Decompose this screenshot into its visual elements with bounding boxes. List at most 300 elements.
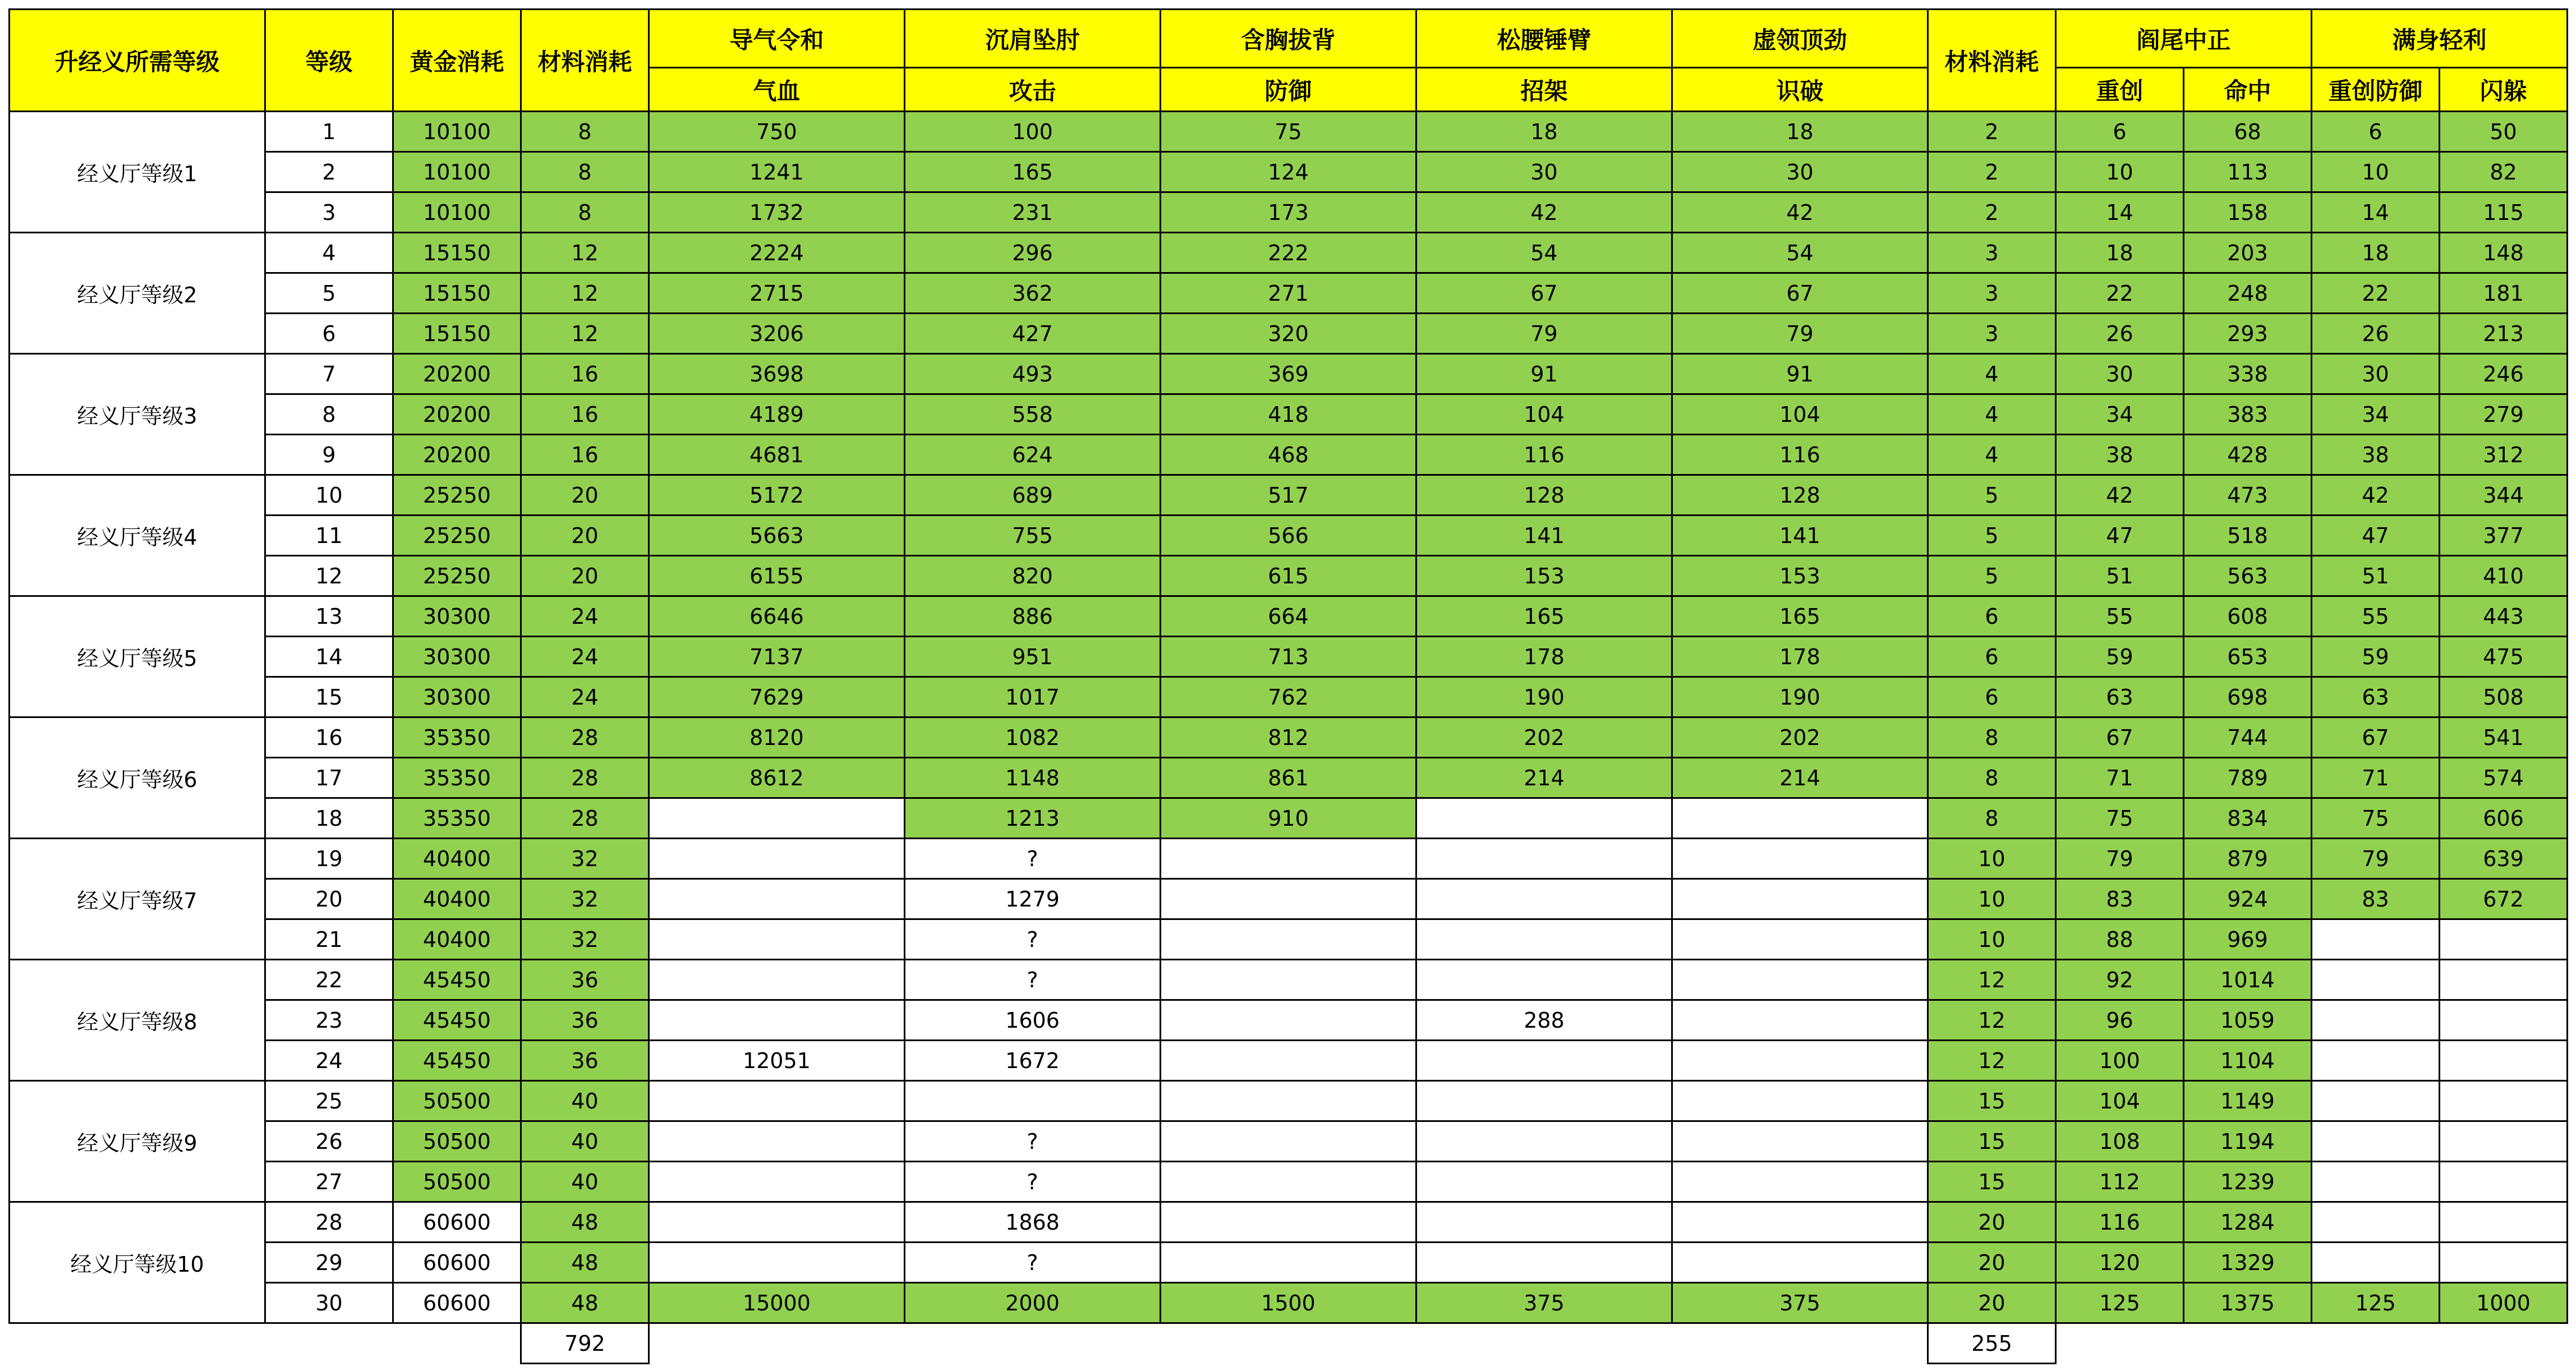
- dodge-cell: 50: [2440, 112, 2568, 152]
- attack-cell: [905, 1081, 1161, 1121]
- hp-cell: [649, 919, 905, 960]
- attack-cell: 624: [905, 435, 1161, 475]
- defense-cell: 861: [1161, 758, 1416, 798]
- empty-cell: [393, 1323, 521, 1364]
- gold-cost-cell: 40400: [393, 919, 521, 960]
- break-cell: 128: [1672, 475, 1928, 516]
- attack-cell: 427: [905, 314, 1161, 354]
- material-cost-cell: 24: [521, 637, 649, 677]
- hall-level-group: 经义厅等级10: [10, 1202, 265, 1323]
- empty-cell: [2440, 1323, 2568, 1364]
- header-stat-crit-def: 重创防御: [2312, 68, 2440, 112]
- defense-cell: 664: [1161, 596, 1416, 637]
- header-stat-def: 防御: [1161, 68, 1416, 112]
- level-cell: 6: [265, 314, 393, 354]
- empty-cell: [905, 1323, 1161, 1364]
- break-cell: 54: [1672, 233, 1928, 273]
- hp-cell: 6155: [649, 556, 905, 596]
- level-cell: 3: [265, 192, 393, 233]
- gold-cost-cell: 60600: [393, 1202, 521, 1243]
- gold-cost-cell: 45450: [393, 1000, 521, 1041]
- dodge-cell: [2440, 1041, 2568, 1081]
- gold-cost-cell: 45450: [393, 1041, 521, 1081]
- header-stat-dodge: 闪躲: [2440, 68, 2568, 112]
- material-cost-cell: 40: [521, 1162, 649, 1202]
- table-row: [10, 233, 2568, 273]
- level-cell: 26: [265, 1121, 393, 1162]
- hp-cell: [649, 1243, 905, 1283]
- hp-cell: 3206: [649, 314, 905, 354]
- parry-cell: 375: [1416, 1283, 1672, 1323]
- hall-level-group: 经义厅等级3: [10, 354, 265, 475]
- gold-cost-cell: 10100: [393, 192, 521, 233]
- level-cell: 13: [265, 596, 393, 637]
- hit-cell: 158: [2184, 192, 2312, 233]
- crit-cell: 104: [2056, 1081, 2184, 1121]
- table-row: [10, 879, 2568, 919]
- hit-cell: 428: [2184, 435, 2312, 475]
- break-cell: 30: [1672, 152, 1928, 192]
- material-cost-2-cell: 4: [1928, 394, 2056, 435]
- break-cell: [1672, 960, 1928, 1000]
- crit-cell: 125: [2056, 1283, 2184, 1323]
- table-row: [10, 475, 2568, 516]
- hp-cell: 2224: [649, 233, 905, 273]
- defense-cell: [1161, 1202, 1416, 1243]
- level-cell: 12: [265, 556, 393, 596]
- table-row: [10, 192, 2568, 233]
- parry-cell: 42: [1416, 192, 1672, 233]
- material-cost-2-cell: 8: [1928, 717, 2056, 758]
- gold-cost-cell: 40400: [393, 879, 521, 919]
- break-cell: 202: [1672, 717, 1928, 758]
- dodge-cell: 574: [2440, 758, 2568, 798]
- parry-cell: [1416, 1121, 1672, 1162]
- empty-cell: [649, 1323, 905, 1364]
- gold-cost-cell: 45450: [393, 960, 521, 1000]
- material-cost-2-cell: 10: [1928, 839, 2056, 879]
- header-stat-hit: 命中: [2184, 68, 2312, 112]
- defense-cell: 271: [1161, 273, 1416, 314]
- dodge-cell: [2440, 1162, 2568, 1202]
- material-cost-cell: 16: [521, 435, 649, 475]
- material-cost-2-cell: 15: [1928, 1081, 2056, 1121]
- hp-cell: [649, 1202, 905, 1243]
- level-cell: 1: [265, 112, 393, 152]
- material-cost-2-cell: 2: [1928, 192, 2056, 233]
- level-cell: 23: [265, 1000, 393, 1041]
- dodge-cell: 115: [2440, 192, 2568, 233]
- hit-cell: 698: [2184, 677, 2312, 717]
- crit-cell: 100: [2056, 1041, 2184, 1081]
- gold-cost-cell: 60600: [393, 1243, 521, 1283]
- defense-cell: 173: [1161, 192, 1416, 233]
- parry-cell: [1416, 1243, 1672, 1283]
- material-cost-cell: 20: [521, 556, 649, 596]
- parry-cell: 54: [1416, 233, 1672, 273]
- attack-cell: ?: [905, 960, 1161, 1000]
- table-row: [10, 1283, 2568, 1323]
- level-cell: 21: [265, 919, 393, 960]
- table-row: [10, 112, 2568, 152]
- material-cost-2-cell: 3: [1928, 273, 2056, 314]
- hit-cell: 1284: [2184, 1202, 2312, 1243]
- dodge-cell: 181: [2440, 273, 2568, 314]
- attack-cell: ?: [905, 1121, 1161, 1162]
- level-cell: 20: [265, 879, 393, 919]
- header-stat-parry: 招架: [1416, 68, 1672, 112]
- material-cost-2-cell: 3: [1928, 314, 2056, 354]
- header-material-cost: 材料消耗: [521, 10, 649, 112]
- material-cost-2-cell: 6: [1928, 637, 2056, 677]
- hit-cell: 1329: [2184, 1243, 2312, 1283]
- dodge-cell: 639: [2440, 839, 2568, 879]
- dodge-cell: 377: [2440, 516, 2568, 556]
- table-row: [10, 839, 2568, 879]
- material-cost-2-cell: 4: [1928, 354, 2056, 394]
- parry-cell: [1416, 1041, 1672, 1081]
- parry-cell: 288: [1416, 1000, 1672, 1041]
- gold-cost-cell: 25250: [393, 475, 521, 516]
- hit-cell: 1239: [2184, 1162, 2312, 1202]
- hit-cell: 744: [2184, 717, 2312, 758]
- material-cost-2-cell: 2: [1928, 152, 2056, 192]
- empty-cell: [2312, 1323, 2440, 1364]
- defense-cell: [1161, 1162, 1416, 1202]
- defense-cell: 320: [1161, 314, 1416, 354]
- crit-def-cell: 18: [2312, 233, 2440, 273]
- crit-cell: 71: [2056, 758, 2184, 798]
- empty-cell: [1161, 1323, 1416, 1364]
- material-cost-2-cell: 3: [1928, 233, 2056, 273]
- hit-cell: 113: [2184, 152, 2312, 192]
- empty-cell: [2184, 1323, 2312, 1364]
- table-row: [10, 637, 2568, 677]
- attack-cell: 1672: [905, 1041, 1161, 1081]
- break-cell: [1672, 1162, 1928, 1202]
- dodge-cell: 246: [2440, 354, 2568, 394]
- dodge-cell: [2440, 1000, 2568, 1041]
- defense-cell: [1161, 879, 1416, 919]
- material-total-cell: 792: [521, 1323, 649, 1364]
- hall-level-group: 经义厅等级5: [10, 596, 265, 717]
- defense-cell: [1161, 839, 1416, 879]
- material-cost-cell: 32: [521, 839, 649, 879]
- crit-def-cell: 55: [2312, 596, 2440, 637]
- material-cost-cell: 28: [521, 758, 649, 798]
- break-cell: 104: [1672, 394, 1928, 435]
- crit-cell: 30: [2056, 354, 2184, 394]
- gold-cost-cell: 25250: [393, 516, 521, 556]
- crit-cell: 22: [2056, 273, 2184, 314]
- hit-cell: 834: [2184, 798, 2312, 839]
- hit-cell: 1014: [2184, 960, 2312, 1000]
- hp-cell: 5172: [649, 475, 905, 516]
- hp-cell: 750: [649, 112, 905, 152]
- material-cost-cell: 20: [521, 516, 649, 556]
- dodge-cell: 672: [2440, 879, 2568, 919]
- material-cost-cell: 8: [521, 112, 649, 152]
- attack-cell: 886: [905, 596, 1161, 637]
- crit-def-cell: 26: [2312, 314, 2440, 354]
- table-row: [10, 1202, 2568, 1243]
- dodge-cell: 82: [2440, 152, 2568, 192]
- hp-cell: 5663: [649, 516, 905, 556]
- hp-cell: 4189: [649, 394, 905, 435]
- dodge-cell: 312: [2440, 435, 2568, 475]
- crit-def-cell: 22: [2312, 273, 2440, 314]
- parry-cell: [1416, 1202, 1672, 1243]
- hp-cell: 2715: [649, 273, 905, 314]
- material-cost-cell: 12: [521, 273, 649, 314]
- level-cell: 15: [265, 677, 393, 717]
- crit-def-cell: 75: [2312, 798, 2440, 839]
- material-cost-cell: 36: [521, 1041, 649, 1081]
- material-cost-2-cell: 10: [1928, 919, 2056, 960]
- hp-cell: [649, 879, 905, 919]
- crit-cell: 6: [2056, 112, 2184, 152]
- dodge-cell: 475: [2440, 637, 2568, 677]
- break-cell: 165: [1672, 596, 1928, 637]
- gold-cost-cell: 10100: [393, 152, 521, 192]
- crit-def-cell: [2312, 960, 2440, 1000]
- dodge-cell: 606: [2440, 798, 2568, 839]
- crit-def-cell: [2312, 1243, 2440, 1283]
- crit-def-cell: 34: [2312, 394, 2440, 435]
- break-cell: [1672, 1081, 1928, 1121]
- attack-cell: 1082: [905, 717, 1161, 758]
- dodge-cell: [2440, 1202, 2568, 1243]
- level-cell: 28: [265, 1202, 393, 1243]
- attack-cell: 820: [905, 556, 1161, 596]
- attack-cell: 231: [905, 192, 1161, 233]
- defense-cell: 418: [1161, 394, 1416, 435]
- hp-cell: [649, 960, 905, 1000]
- level-cell: 7: [265, 354, 393, 394]
- break-cell: [1672, 1000, 1928, 1041]
- crit-cell: 51: [2056, 556, 2184, 596]
- parry-cell: [1416, 839, 1672, 879]
- material-total-2-cell: 255: [1928, 1323, 2056, 1364]
- header-skill-daoqi: 导气令和: [649, 10, 905, 68]
- crit-def-cell: 83: [2312, 879, 2440, 919]
- table-row: [10, 435, 2568, 475]
- table-row: [10, 394, 2568, 435]
- parry-cell: 190: [1416, 677, 1672, 717]
- hall-level-group: 经义厅等级2: [10, 233, 265, 354]
- crit-cell: 59: [2056, 637, 2184, 677]
- hall-level-group: 经义厅等级6: [10, 717, 265, 839]
- header-skill-hanxiong: 含胸拔背: [1161, 10, 1416, 68]
- material-cost-2-cell: 5: [1928, 516, 2056, 556]
- crit-def-cell: 63: [2312, 677, 2440, 717]
- material-cost-cell: 48: [521, 1202, 649, 1243]
- crit-def-cell: 38: [2312, 435, 2440, 475]
- attack-cell: 362: [905, 273, 1161, 314]
- material-cost-2-cell: 5: [1928, 475, 2056, 516]
- material-cost-2-cell: 8: [1928, 798, 2056, 839]
- table-row: [10, 556, 2568, 596]
- dodge-cell: [2440, 960, 2568, 1000]
- crit-cell: 75: [2056, 798, 2184, 839]
- hit-cell: 1194: [2184, 1121, 2312, 1162]
- hit-cell: 293: [2184, 314, 2312, 354]
- defense-cell: 75: [1161, 112, 1416, 152]
- empty-cell: [2056, 1323, 2184, 1364]
- crit-def-cell: 42: [2312, 475, 2440, 516]
- parry-cell: 153: [1416, 556, 1672, 596]
- crit-cell: 34: [2056, 394, 2184, 435]
- hit-cell: 969: [2184, 919, 2312, 960]
- crit-def-cell: 59: [2312, 637, 2440, 677]
- parry-cell: 165: [1416, 596, 1672, 637]
- crit-cell: 116: [2056, 1202, 2184, 1243]
- defense-cell: 222: [1161, 233, 1416, 273]
- parry-cell: 116: [1416, 435, 1672, 475]
- hp-cell: [649, 1162, 905, 1202]
- hp-cell: 4681: [649, 435, 905, 475]
- attack-cell: 100: [905, 112, 1161, 152]
- material-cost-2-cell: 6: [1928, 596, 2056, 637]
- crit-def-cell: [2312, 1202, 2440, 1243]
- break-cell: 91: [1672, 354, 1928, 394]
- header-stat-crit: 重创: [2056, 68, 2184, 112]
- material-cost-cell: 36: [521, 960, 649, 1000]
- gold-cost-cell: 30300: [393, 637, 521, 677]
- attack-cell: 558: [905, 394, 1161, 435]
- material-cost-cell: 40: [521, 1121, 649, 1162]
- material-cost-2-cell: 20: [1928, 1283, 2056, 1323]
- break-cell: [1672, 1041, 1928, 1081]
- crit-def-cell: 125: [2312, 1283, 2440, 1323]
- break-cell: [1672, 1243, 1928, 1283]
- hall-level-group: 经义厅等级8: [10, 960, 265, 1081]
- level-cell: 2: [265, 152, 393, 192]
- material-cost-2-cell: 12: [1928, 1000, 2056, 1041]
- material-cost-cell: 8: [521, 192, 649, 233]
- hp-cell: [649, 798, 905, 839]
- hall-level-group: 经义厅等级1: [10, 112, 265, 233]
- gold-cost-cell: 30300: [393, 677, 521, 717]
- parry-cell: [1416, 879, 1672, 919]
- hit-cell: 789: [2184, 758, 2312, 798]
- break-cell: 141: [1672, 516, 1928, 556]
- defense-cell: 369: [1161, 354, 1416, 394]
- gold-cost-cell: 40400: [393, 839, 521, 879]
- material-cost-cell: 40: [521, 1081, 649, 1121]
- hit-cell: 653: [2184, 637, 2312, 677]
- parry-cell: 67: [1416, 273, 1672, 314]
- table-row: [10, 677, 2568, 717]
- crit-cell: 14: [2056, 192, 2184, 233]
- header-row-1: [10, 10, 2568, 68]
- break-cell: 18: [1672, 112, 1928, 152]
- break-cell: [1672, 798, 1928, 839]
- crit-def-cell: 30: [2312, 354, 2440, 394]
- header-skill-chenjian: 沉肩坠肘: [905, 10, 1161, 68]
- level-cell: 27: [265, 1162, 393, 1202]
- material-cost-cell: 32: [521, 919, 649, 960]
- hit-cell: 473: [2184, 475, 2312, 516]
- crit-cell: 47: [2056, 516, 2184, 556]
- material-cost-cell: 48: [521, 1243, 649, 1283]
- material-cost-2-cell: 4: [1928, 435, 2056, 475]
- crit-cell: 83: [2056, 879, 2184, 919]
- table-row: [10, 314, 2568, 354]
- hp-cell: [649, 1121, 905, 1162]
- table-row: [10, 960, 2568, 1000]
- parry-cell: 178: [1416, 637, 1672, 677]
- defense-cell: [1161, 1041, 1416, 1081]
- defense-cell: [1161, 960, 1416, 1000]
- totals-row: [10, 1323, 2568, 1364]
- hp-cell: 1732: [649, 192, 905, 233]
- level-cell: 14: [265, 637, 393, 677]
- level-cell: 30: [265, 1283, 393, 1323]
- hall-level-group: 经义厅等级9: [10, 1081, 265, 1202]
- defense-cell: 615: [1161, 556, 1416, 596]
- attack-cell: 1606: [905, 1000, 1161, 1041]
- attack-cell: 1213: [905, 798, 1161, 839]
- material-cost-cell: 16: [521, 354, 649, 394]
- table-row: [10, 516, 2568, 556]
- header-skill-songyao: 松腰锤臂: [1416, 10, 1672, 68]
- level-cell: 19: [265, 839, 393, 879]
- crit-def-cell: [2312, 1000, 2440, 1041]
- dodge-cell: 508: [2440, 677, 2568, 717]
- table-row: [10, 758, 2568, 798]
- material-cost-2-cell: 8: [1928, 758, 2056, 798]
- break-cell: 67: [1672, 273, 1928, 314]
- hp-cell: 8120: [649, 717, 905, 758]
- material-cost-cell: 20: [521, 475, 649, 516]
- header-hall-level: 升经义所需等级: [10, 10, 265, 112]
- crit-def-cell: 51: [2312, 556, 2440, 596]
- hit-cell: 879: [2184, 839, 2312, 879]
- parry-cell: [1416, 1081, 1672, 1121]
- attack-cell: ?: [905, 1162, 1161, 1202]
- break-cell: [1672, 919, 1928, 960]
- crit-cell: 112: [2056, 1162, 2184, 1202]
- material-cost-2-cell: 15: [1928, 1162, 2056, 1202]
- dodge-cell: 148: [2440, 233, 2568, 273]
- crit-def-cell: 14: [2312, 192, 2440, 233]
- material-cost-cell: 48: [521, 1283, 649, 1323]
- table-row: [10, 717, 2568, 758]
- attack-cell: 951: [905, 637, 1161, 677]
- material-cost-cell: 32: [521, 879, 649, 919]
- parry-cell: 18: [1416, 112, 1672, 152]
- crit-def-cell: 67: [2312, 717, 2440, 758]
- attack-cell: 1279: [905, 879, 1161, 919]
- material-cost-cell: 16: [521, 394, 649, 435]
- dodge-cell: 344: [2440, 475, 2568, 516]
- defense-cell: 812: [1161, 717, 1416, 758]
- crit-def-cell: [2312, 1121, 2440, 1162]
- crit-def-cell: 71: [2312, 758, 2440, 798]
- crit-cell: 10: [2056, 152, 2184, 192]
- gold-cost-cell: 35350: [393, 798, 521, 839]
- parry-cell: 128: [1416, 475, 1672, 516]
- upgrade-cost-table: [8, 8, 2568, 1364]
- defense-cell: 468: [1161, 435, 1416, 475]
- header-stat-break: 识破: [1672, 68, 1928, 112]
- gold-cost-cell: 15150: [393, 233, 521, 273]
- hp-cell: [649, 1081, 905, 1121]
- crit-cell: 88: [2056, 919, 2184, 960]
- parry-cell: 141: [1416, 516, 1672, 556]
- break-cell: [1672, 1121, 1928, 1162]
